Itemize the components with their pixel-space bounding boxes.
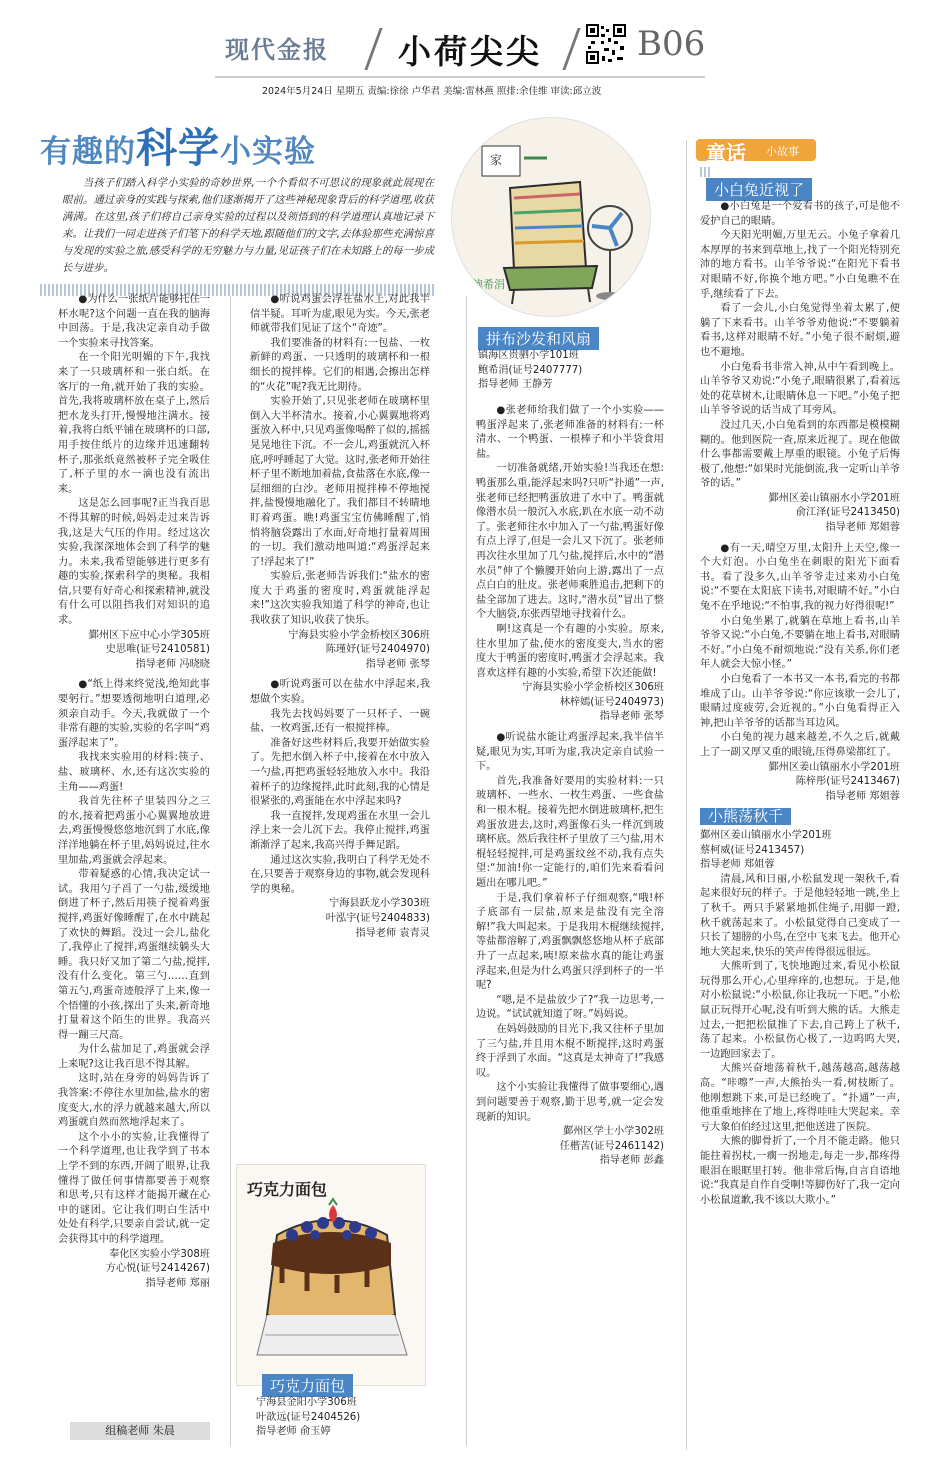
header-divider [562,28,580,70]
paragraph: 我首先往杯子里装四分之三的水,接着把鸡蛋小心翼翼地放进去,鸡蛋慢慢悠悠地沉到了水底,像洋洋地躺在杯子里,妈妈说过,往水里加盐,鸡蛋就会浮起来。 [58,796,210,866]
author-teacher: 指导老师 郑丽 [145,1277,210,1289]
author-teacher: 指导老师 张琴 [599,711,664,723]
paragraph: “嗯,是不是盐放少了?”我一边思考,一边说。“试试就知道了呀。”妈妈说。 [476,994,664,1021]
paragraph: 小白兔看了一本书又一本书,看完的书都堆成了山。山羊爷爷说:“你应该歇一会儿了,眼睛过度疲劳,会近视的。”小白兔看得正入神,把山羊爷爷的话都当耳边风。 [700,674,900,729]
paragraph: 这是怎么回事呢?正当我百思不得其解的时候,妈妈走过来告诉我,这是大气压的作用。经过这次实验,我深深地体会到了科学的魅力。未来,我希望能够进行更多有趣的实验,探索科学的奥秘。我相信,只要有好奇心和探索精神,就没有什么可以阻挡我们对知识的追求。 [58,498,210,627]
paragraph: 于是,我们拿着杯子仔细观察,“哦!杯子底部有一层盐,原来是盐没有完全溶解!”我大叫起来。于是我用木棍继续搅拌,等盐都溶解了,鸡蛋飘飘悠悠地从杯子底部升了一点起来,咦!原来盐水真的能让鸡蛋浮起来,但是为什么鸡蛋只浮到杯子的一半呢? [476,892,664,992]
paragraph: 今天阳光明媚,万里无云。小兔子拿着几本厚厚的书来到草地上,找了一个阳光特别充沛的地方看书。山羊爷爷说:“在阳光下看书对眼睛不好,你换个地方吧。”小白兔瞧不在乎,继续看了下去。 [700,230,900,300]
author-name: 林梓嫣(证号2404973) [559,696,664,708]
story-label: 小白兔近视了 [706,178,812,201]
paragraph: 我们要准备的材料有:一包盐、一枚新鲜的鸡蛋、一只透明的玻璃杯和一根细长的搅拌棒。它们的相遇,会擦出怎样的“火花”呢?我无比期待。 [250,337,430,393]
article-col2 [250,293,430,941]
author-name: 叶泓宇(证号2404833) [325,912,430,924]
author-teacher: 指导老师 郑姐蓉 [825,522,900,534]
editor-credit: 组稿老师 朱晨 [70,1422,210,1440]
title-part: 科学 [136,124,220,172]
qr-code-icon [586,24,626,64]
feature-title [40,115,316,174]
paragraph: 清晨,风和日丽,小松鼠发现一架秋千,看起来很好玩的样子。于是他轻轻地一跳,坐上了秋千。两只手紧紧地抓住绳子,用脚一蹬,秋千就荡起来了。小松鼠觉得自己变成了一只长了翅膀的小鸟,在空中飞来飞去。他开心地大笑起来,快乐的笑声传得很远很远。 [700,873,900,958]
author-school: 宁海县金阳小学306班 [256,1397,357,1408]
page-number: B06 [637,24,706,64]
author-name: 史思唯(证号2410581) [105,644,210,656]
paragraph: 为什么盐加足了,鸡蛋就会浮上来呢?这让我百思不得其解。 [58,1044,210,1070]
author-teacher: 指导老师 张琴 [365,658,430,670]
author-teacher: 指导老师 郑姐蓉 [825,790,900,802]
drawing-label: 拼布沙发和风扇 [478,327,599,350]
author-school: 鄞州区姜山镇丽水小学201班 [768,492,900,504]
paragraph: 这个小实验让我懂得了做事要细心,遇到问题要善于观察,勤于思考,就一定会发现新的知识。 [476,1082,664,1123]
author-school: 宁海县实验小学金桥校区306班 [522,682,664,694]
drawing-credit [256,1396,436,1440]
paragraph: 实验后,张老师告诉我们:“盐水的密度大于鸡蛋的密度时,鸡蛋就能浮起来!”这次实验我知道了科学的神奇,也让我收获了知识,收获了快乐。 [250,571,430,627]
author-school: 鄞州区下应中心小学305班 [88,629,210,641]
section-title: 小荷尖尖 [398,32,542,71]
paragraph: 小白兔的视力越来越差,不久之后,就戴上了一副又厚又重的眼镜,压得鼻梁都红了。 [700,732,900,758]
author-name: 方心悦(证号2414267) [105,1263,210,1275]
author-name: 陈梓彤(证号2413467) [795,776,900,788]
header-rule [215,76,705,78]
paragraph: ●有一天,晴空万里,太阳升上天空,像一个大灯泡。小白兔坐在刺眼的阳光下面看书。看了没多久,山羊爷爷走过来劝小白兔说:“不要在太阳底下读书,对眼睛不好。”小白兔不在乎地说:“不怕事,我的视力好得很呢!” [700,542,900,613]
author-school: 宁海县实验小学金桥校区306班 [288,629,430,641]
author-teacher: 指导老师 郑姐蓉 [700,859,775,871]
paragraph: 小白兔坐累了,就躺在草地上看书,山羊爷爷又说:“小白兔,不要躺在地上看书,对眼睛不好。”小白兔不耐烦地说:“没有关系,你们老年人就会大惊小怪。” [700,615,900,671]
paragraph: 大熊兴奋地荡着秋千,越荡越高,越荡越高。“咔嚓”一声,大熊抬头一看,树枝断了。他刚想跳下来,可是已经晚了。“扑通”一声,他重重地摔在了地上,疼得哇哇大哭起来。幸亏大象伯伯经过这里,把他送进了医院。 [700,1063,900,1133]
tag-big: 童话 [706,141,746,165]
paragraph: 一切准备就绪,开始实验!当我还在想:鸭蛋那么重,能浮起来吗?只听“扑通”一声,张老师已经把鸭蛋放进了水中了。鸭蛋就像潜水员一般沉入水底,趴在水底一动不动了。张老师往水中加入了一勺盐,鸭蛋好像有点上浮了,但是一会儿又下沉了。张老师再次往水里加了几勺盐,搅拌后,水中的“潜水员”伸了个懒腰开始向上游,露出了一点点白白的肚皮。张老师乘胜追击,把剩下的盐全部加了进去。这时,“潜水员”冒出了整个大脑袋,东张西望地寻找着什么。 [476,463,664,621]
paragraph: 这时,站在身旁的妈妈告诉了我答案:不停往水里加盐,盐水的密度变大,水的浮力就越来越大,所以鸡蛋就自然而然地浮起来了。 [58,1073,210,1129]
article-col1 [58,293,210,1291]
svg-text:家: 家 [490,153,503,167]
paragraph: 看了一会儿,小白兔觉得坐着太累了,便躺了下来看书。山羊爷爷劝他说:“不要躺着看书,这样对眼睛不好。”小兔子很不耐烦,避也不避地。 [700,303,900,358]
paragraph: 在妈妈鼓励的目光下,我又往杯子里加了三勺盐,并且用木棍不断搅拌,这时鸡蛋终于浮到了水面。“这真是太神奇了!”我感叹。 [476,1023,664,1079]
paragraph: 实验开始了,只见张老师在玻璃杯里倒入大半杯清水。接着,小心翼翼地将鸡蛋放入杯中,只见鸡蛋像喝醉了似的,摇摇晃晃地往下沉。不一会儿,鸡蛋就沉入杯底,呼呼睡起了大觉。这时,张老师开始往杯子里不断地加着盐,食盐落在水底,像一层细细的白沙。老师用搅拌棒不停地搅拌,盐慢慢地融化了。我们都目不转睛地盯着鸡蛋。瞧!鸡蛋宝宝仿佛睡醒了,悄悄将脑袋露出了水面,好奇地打量着周围的一切。我们激动地叫道:“鸡蛋浮起来了!浮起来了!” [250,396,430,568]
title-part: 小实验 [220,134,316,170]
svg-text:鲍希涓: 鲍希涓 [472,278,505,291]
story-col4 [700,200,900,1208]
issue-meta: 2024年5月24日 星期五 责编:徐徐 卢华君 美编:雷林燕 照排:余佳维 审读:邱立波 [262,86,602,97]
author-school: 奉化区实验小学308班 [109,1248,210,1260]
tag-small: 小故事 [766,145,799,158]
author-teacher: 指导老师 王静芳 [478,379,553,391]
author-name: 蔡柯威(证号2413457) [700,844,805,856]
story-label: 小熊荡秋千 [700,808,791,825]
paragraph: ●听说鸡蛋可以在盐水中浮起来,我想做个实验。 [250,679,430,706]
paragraph: 大熊的脚骨折了,一个月不能走路。他只能拄着拐杖,一瘸一拐地走,每走一步,都疼得眼泪在眼眶里打转。他非常后悔,自言自语地说:“我真是自作自受啊!等脚伤好了,我一定向小松鼠道歉,我不该以大欺小。” [700,1136,900,1206]
author-name: 陈瑾妤(证号2404970) [325,644,430,656]
column-divider [466,296,467,1446]
column-divider [230,296,231,1446]
paragraph: 通过这次实验,我明白了科学无处不在,只要善于观察身边的事物,就会发现科学的奥秘。 [250,854,430,895]
paragraph: 我找来实验用的材料:筷子、盐、玻璃杯、水,还有这次实验的主角——鸡蛋! [58,752,210,793]
paragraph: 小白兔看书非常入神,从中午看到晚上。山羊爷爷又劝说:“小兔子,眼睛很累了,看着远处的花草树木,让眼睛休息一下吧。”小兔子把山羊爷爷说的话当成了耳旁风。 [700,361,900,417]
author-school: 镇海区贵驷小学101班 [478,350,579,361]
paragraph: ●张老师给我们做了一个小实验——鸭蛋浮起来了,张老师准备的材料有:一杯清水、一个鸭蛋、一根棒子和小半袋食用盐。 [476,405,664,460]
author-school: 鄞州区姜山镇丽水小学201班 [700,829,832,841]
drawing-credit [478,349,658,393]
author-school: 鄞州区学士小学302班 [563,1126,664,1138]
paragraph: 这个小小的实验,让我懂得了一个科学道理,也让我学到了书本上学不到的东西,开阔了眼界,让我懂得了做任何事情都要善于观察和思考,只有这样才能揭开藏在心中的谜团。它让我们明白生活中处处有科学,只要亲自尝试,就一定会获得其中的科学道理。 [58,1131,210,1245]
author-teacher: 指导老师 冯晓晓 [135,658,210,670]
column-divider [686,140,687,1450]
section-rule [700,167,710,177]
paragraph: ●听说鸡蛋会浮在盐水上,对此我半信半疑。耳听为虚,眼见为实。今天,张老师就带我们见证了这个“奇迹”。 [250,294,430,335]
paragraph: 没过几天,小白兔看到的东西都是模模糊糊的。他到医院一查,原来近视了。现在他做什么事都需要戴上厚重的眼镜。小兔子后悔极了,他想:“如果时光能倒流,我一定听山羊爷爷的话。” [700,419,900,490]
article-col3 [476,404,664,1169]
paragraph: ●为什么一张纸片能够托住一杯水呢?这个问题一直在我的脑海中回荡。于是,我决定亲自动手做一个实验来寻找答案。 [58,294,210,349]
paragraph: 在一个阳光明媚的下午,我找来了一只玻璃杯和一张白纸。在客厅的一角,就开始了我的实验。首先,我将玻璃杯放在桌子上,然后把水龙头打开,慢慢地注满水。接着,我将白纸平铺在玻璃杯的口部,用手按住纸片的边缘并迅速翻转杯子,那张纸竟然被杯子完全吸住了,杯子里的水一滴也没有流出来。 [58,352,210,495]
paragraph: 带着疑惑的心情,我决定试一试。我用勺子舀了一勺盐,缓缓地倒进了杯子,然后用筷子搅着鸡蛋搅拌,鸡蛋好像睡醒了,在水中跳起了欢快的舞蹈。没过一会儿,盐化了,我停止了搅拌,鸡蛋继续躺头大睡。我只好又加了第二勺盐,搅拌,没有什么变化。第三勺……直到第五勺,鸡蛋奇迹般浮了上来,像一个悟懂的小孩,探出了头来,新奇地打量着这个陌生的世界。我高兴得一蹦三尺高。 [58,869,210,1041]
author-school: 宁海县跃龙小学303班 [329,898,430,910]
title-part: 有趣的 [40,134,136,170]
drawing-label: 巧克力面包 [262,1374,353,1397]
paragraph: 大熊听到了,飞快地跑过来,看见小松鼠玩得那么开心,心里痒痒的,也想玩。于是,他对小松鼠说:“小松鼠,你让我玩一下吧。”小松鼠正玩得开心呢,没有听到大熊的话。大熊走过去,一把把松鼠推了下去,自己跨上了秋千,荡了起来。小松鼠伤心极了,一边呜呜大哭,一边跑回家去了。 [700,961,900,1060]
author-teacher: 指导老师 袁青灵 [355,927,430,939]
drawing-sofa-fan [451,117,651,317]
paragraph: 啊!这真是一个有趣的小实验。原来,往水里加了盐,使水的密度变大,当水的密度大于鸭蛋的密度时,鸭蛋才会浮起来。我喜欢这样有趣的小实验,希望下次还能做! [476,623,664,679]
author-name: 鲍希涓(证号2407777) [478,364,583,376]
paragraph: 首先,我准备好要用的实验材料:一只玻璃杯、一些水、一枚生鸡蛋、一些食盐和一根木棍。接着先把水倒进玻璃杯,把生鸡蛋放进去,这时,鸡蛋像石头一样沉到玻璃杯底。然后我往杯子里放了三勺盐,用木棍轻轻搅拌,可是鸡蛋纹丝不动,我有点失望:“加油!你一定能行的,咱们先来看看问题出在哪儿吧。” [476,775,664,889]
paragraph: 我一直搅拌,发现鸡蛋在水里一会儿浮上来一会儿沉下去。我停止搅拌,鸡蛋渐渐浮了起来,我高兴得手舞足蹈。 [250,810,430,851]
author-teacher: 指导老师 彭鑫 [599,1155,664,1167]
paragraph: ●听说盐水能让鸡蛋浮起来,我半信半疑,眼见为实,耳听为虚,我决定亲自试验一下。 [476,732,664,773]
drawing-title: 巧克力面包 [247,1180,328,1199]
author-teacher: 指导老师 俞玉婷 [256,1426,331,1438]
paragraph: 准备好这些材料后,我要开始做实验了。先把水倒入杯子中,接着在水中放入一勺盐,再把鸡蛋轻轻地放入水中。我沿着杯子的边缘搅拌,此时此刻,我的心情是很紧张的,鸡蛋能在水中浮起来吗? [250,737,430,808]
paragraph: ●“纸上得来终觉浅,绝知此事要躬行。”想要透彻地明白道理,必须亲自动手。今天,我就做了一个非常有趣的实验,实验的名字叫“鸡蛋浮起来了”。 [58,679,210,749]
fairy-tale-tag [696,139,816,165]
author-name: 俞江泽(证号2413450) [795,507,900,519]
feature-intro: 当孩子们踏入科学小实验的奇妙世界,一个个看似不可思议的现象就此展现在眼前。通过亲身的实践与探索,他们逐渐揭开了这些神秘现象背后的科学道理,收获满满。在这里,孩子们将自己亲身实验的过程以及领悟到的科学道理认真地记录下来。让我们一同走进孩子们笔下的科学天地,跟随他们的文字,去体验那些充满惊喜与发现的实验之旅,感受科学的无穷魅力与力量,见证孩子们在未知路上的每一步成长与进步。 [62,177,434,274]
paragraph: ●小白兔是一个爱看书的孩子,可是他不爱护自己的眼睛。 [700,201,900,227]
paragraph: 我先去找妈妈要了一只杯子、一碗盐、一枚鸡蛋,还有一根搅拌棒。 [250,708,430,735]
newspaper-name: 现代金报 [225,36,329,64]
author-school: 鄞州区姜山镇丽水小学201班 [768,761,900,773]
header-divider [364,28,382,70]
author-name: 叶歆远(证号2404526) [256,1411,361,1423]
author-name: 任楷苦(证号2461142) [559,1140,664,1152]
drawing-chocolate-bread [236,1164,426,1386]
